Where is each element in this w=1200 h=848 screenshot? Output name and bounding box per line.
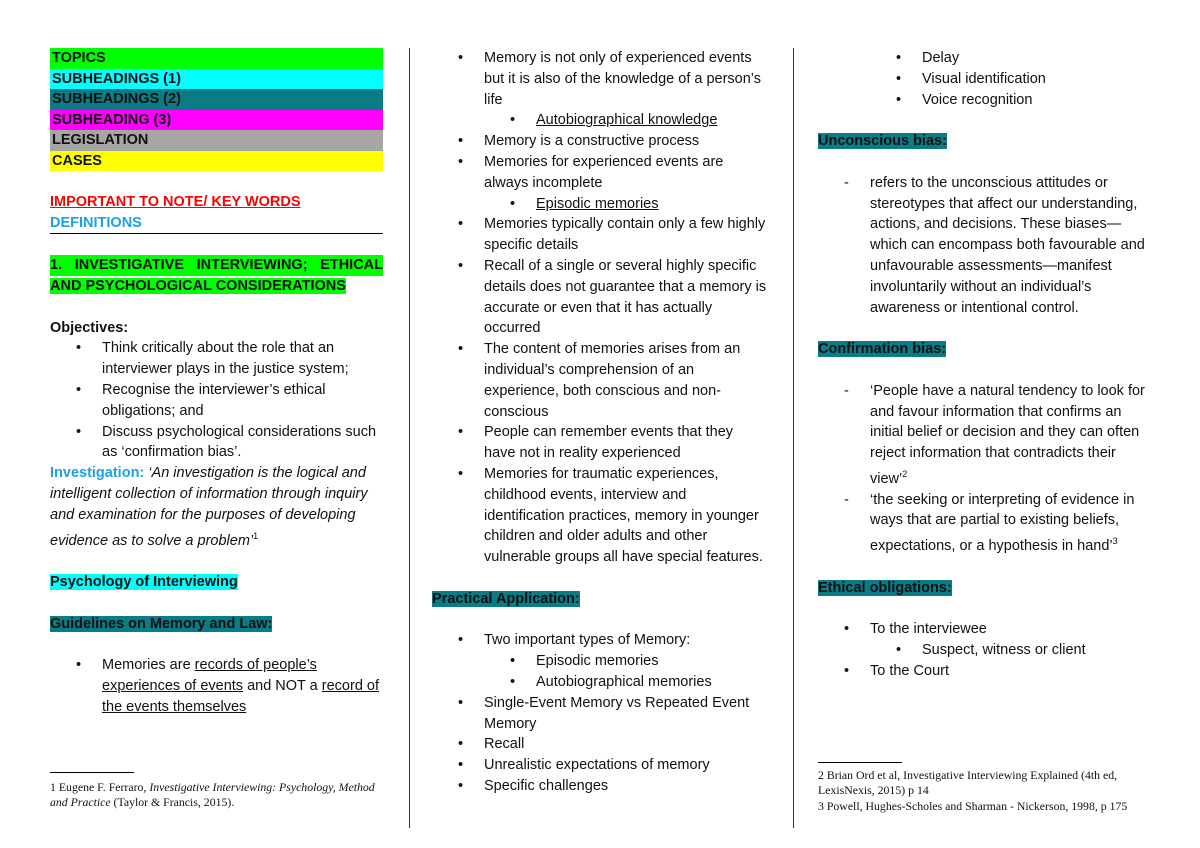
- footnote-1-author: Eugene F. Ferraro,: [55, 780, 150, 794]
- memory-text-2: and NOT a: [243, 677, 322, 694]
- ethical-obligations-list: [818, 619, 1153, 681]
- memory-fact-item: • Memory is a constructive process: [432, 131, 767, 152]
- objectives-list: [50, 338, 383, 463]
- memory-fact-item: • Memory is not only of experienced events but it is also of the knowledge of a person’s life: [432, 48, 767, 110]
- memory-fact-item: • Memories typically contain only a few highly specific details: [432, 214, 767, 256]
- topic-heading-line1: 1. INVESTIGATIVE INTERVIEWING; ETHICAL: [50, 255, 383, 276]
- guidelines-heading: Guidelines on Memory and Law:: [50, 615, 273, 632]
- confirmation-bias-quote-1: [818, 381, 1153, 490]
- legend-legislation: LEGISLATION: [50, 130, 383, 151]
- confirmation-bias-quote-2: [818, 490, 1153, 557]
- memory-underline-2: record of the events themselves: [102, 677, 380, 715]
- practical-heading: Practical Application:: [432, 590, 580, 607]
- challenge-sub-item: • Delay: [818, 48, 1153, 69]
- memory-type-sub-item: • Autobiographical memories: [432, 672, 767, 693]
- footnote-1-publisher: (Taylor & Francis, 2015).: [110, 795, 235, 809]
- objective-item: • Recognise the interviewer’s ethical obligations; and: [50, 380, 383, 422]
- topic-heading: [50, 255, 383, 297]
- footnote-1-number: 1: [50, 780, 56, 794]
- footnote-1-title: Investigative Interviewing: Psychology, Method and Practice: [50, 780, 375, 809]
- quote-2-text: ‘the seeking or interpreting of evidence in ways that are partial to existing beliefs, expectations, or a hypothesis in hand’: [870, 491, 1135, 554]
- legend-definitions: DEFINITIONS: [50, 213, 383, 235]
- footnote-1: [50, 780, 385, 810]
- topic-heading-line2: AND PSYCHOLOGICAL CONSIDERATIONS: [50, 277, 346, 294]
- column-2: [432, 48, 767, 797]
- objectives-label: Objectives:: [50, 319, 129, 336]
- memory-list: [50, 655, 383, 717]
- practical-item: • Two important types of Memory:: [432, 630, 767, 651]
- memory-underline-1: records of people’s experiences of events: [102, 657, 317, 694]
- practical-item: • Specific challenges: [432, 776, 767, 797]
- footnote-2: 2 Brian Ord et al, Investigative Interviewing Explained (4th ed, LexisNexis, 2015) p 14: [818, 768, 1118, 797]
- footnote-separator-2: [818, 762, 902, 763]
- footnote-3: 3 Powell, Hughes-Scholes and Sharman - Nickerson, 1998, p 175: [818, 799, 1128, 813]
- legend-subheadings-2: SUBHEADINGS (2): [50, 89, 383, 110]
- ethical-item: • To the Court: [818, 661, 1153, 682]
- confirmation-bias-list: [818, 381, 1153, 557]
- legend-subheadings-1: SUBHEADINGS (1): [50, 69, 383, 90]
- challenges-sub-list: [818, 48, 1153, 110]
- legend-topics: TOPICS: [50, 48, 383, 69]
- practical-item: • Single-Event Memory vs Repeated Event Memory: [432, 693, 767, 735]
- unconscious-bias-list: [818, 173, 1153, 319]
- footnote-ref-1: 1: [253, 530, 259, 541]
- column-divider-1: [409, 48, 410, 828]
- column-1: [50, 48, 383, 718]
- challenge-sub-item: • Visual identification: [818, 69, 1153, 90]
- investigation-label: Investigation:: [50, 465, 145, 482]
- episodic-sub-item: • Episodic memories: [432, 194, 767, 215]
- unconscious-bias-heading: Unconscious bias:: [818, 133, 947, 150]
- memory-fact-item: • Memories for traumatic experiences, childhood events, interview and identification practices, memory in younger children and older adults and other vulnerable groups all have special features.: [432, 464, 767, 568]
- objective-item: • Discuss psychological considerations such as ‘confirmation bias’.: [50, 422, 383, 464]
- footnote-separator-1: [50, 772, 134, 773]
- autobiographical-sub-item: • Autobiographical knowledge: [432, 110, 767, 131]
- confirmation-bias-heading: Confirmation bias:: [818, 341, 947, 358]
- quote-1-text: ‘People have a natural tendency to look for and favour information that confirms an initial belief or decision and they can often reject information that contradicts their view’: [870, 382, 1145, 487]
- ethical-obligations-heading: Ethical obligations:: [818, 579, 952, 596]
- ethical-sub-item: • Suspect, witness or client: [818, 640, 1153, 661]
- ethical-item: • To the interviewee: [818, 619, 1153, 640]
- investigation-definition: [50, 463, 383, 551]
- column-divider-2: [793, 48, 794, 828]
- memory-fact-item: • Memories for experienced events are always incomplete: [432, 152, 767, 194]
- investigation-text: ‘An investigation is the logical and intelligent collection of information through inquiry and examination for the purposes of developing evidence as to solve a problem’: [50, 465, 368, 549]
- unconscious-bias-definition: - refers to the unconscious attitudes or stereotypes that affect our understanding, actions, and decisions. These biases—which can encompass both favourable and unfavourable assessments—manifest involuntarily without an individual’s awareness or intentional control.: [818, 173, 1153, 319]
- practical-item: • Unrealistic expectations of memory: [432, 755, 767, 776]
- legend-cases: CASES: [50, 151, 383, 172]
- footnote-ref-2: 2: [902, 468, 908, 479]
- memory-fact-item: • Recall of a single or several highly specific details does not guarantee that a memory is accurate or even that it has actually occurred: [432, 256, 767, 339]
- challenge-sub-item: • Voice recognition: [818, 90, 1153, 111]
- legend-subheading-3: SUBHEADING (3): [50, 110, 383, 131]
- memory-text-1: Memories are: [102, 657, 195, 674]
- footnote-ref-3: 3: [1112, 536, 1118, 547]
- memory-fact-item: • The content of memories arises from an individual’s comprehension of an experience, both conscious and non-conscious: [432, 339, 767, 422]
- psychology-heading: Psychology of Interviewing: [50, 573, 238, 590]
- memory-facts-list: [432, 48, 767, 568]
- column-3: [818, 48, 1153, 682]
- practical-item: • Recall: [432, 734, 767, 755]
- memory-type-sub-item: • Episodic memories: [432, 651, 767, 672]
- colour-legend: [50, 48, 383, 171]
- practical-list: [432, 630, 767, 796]
- objective-item: • Think critically about the role that an interviewer plays in the justice system;: [50, 338, 383, 380]
- memory-fact-item: • People can remember events that they have not in reality experienced: [432, 422, 767, 464]
- legend-important: IMPORTANT TO NOTE/ KEY WORDS: [50, 193, 301, 210]
- memory-records-item: [50, 655, 383, 717]
